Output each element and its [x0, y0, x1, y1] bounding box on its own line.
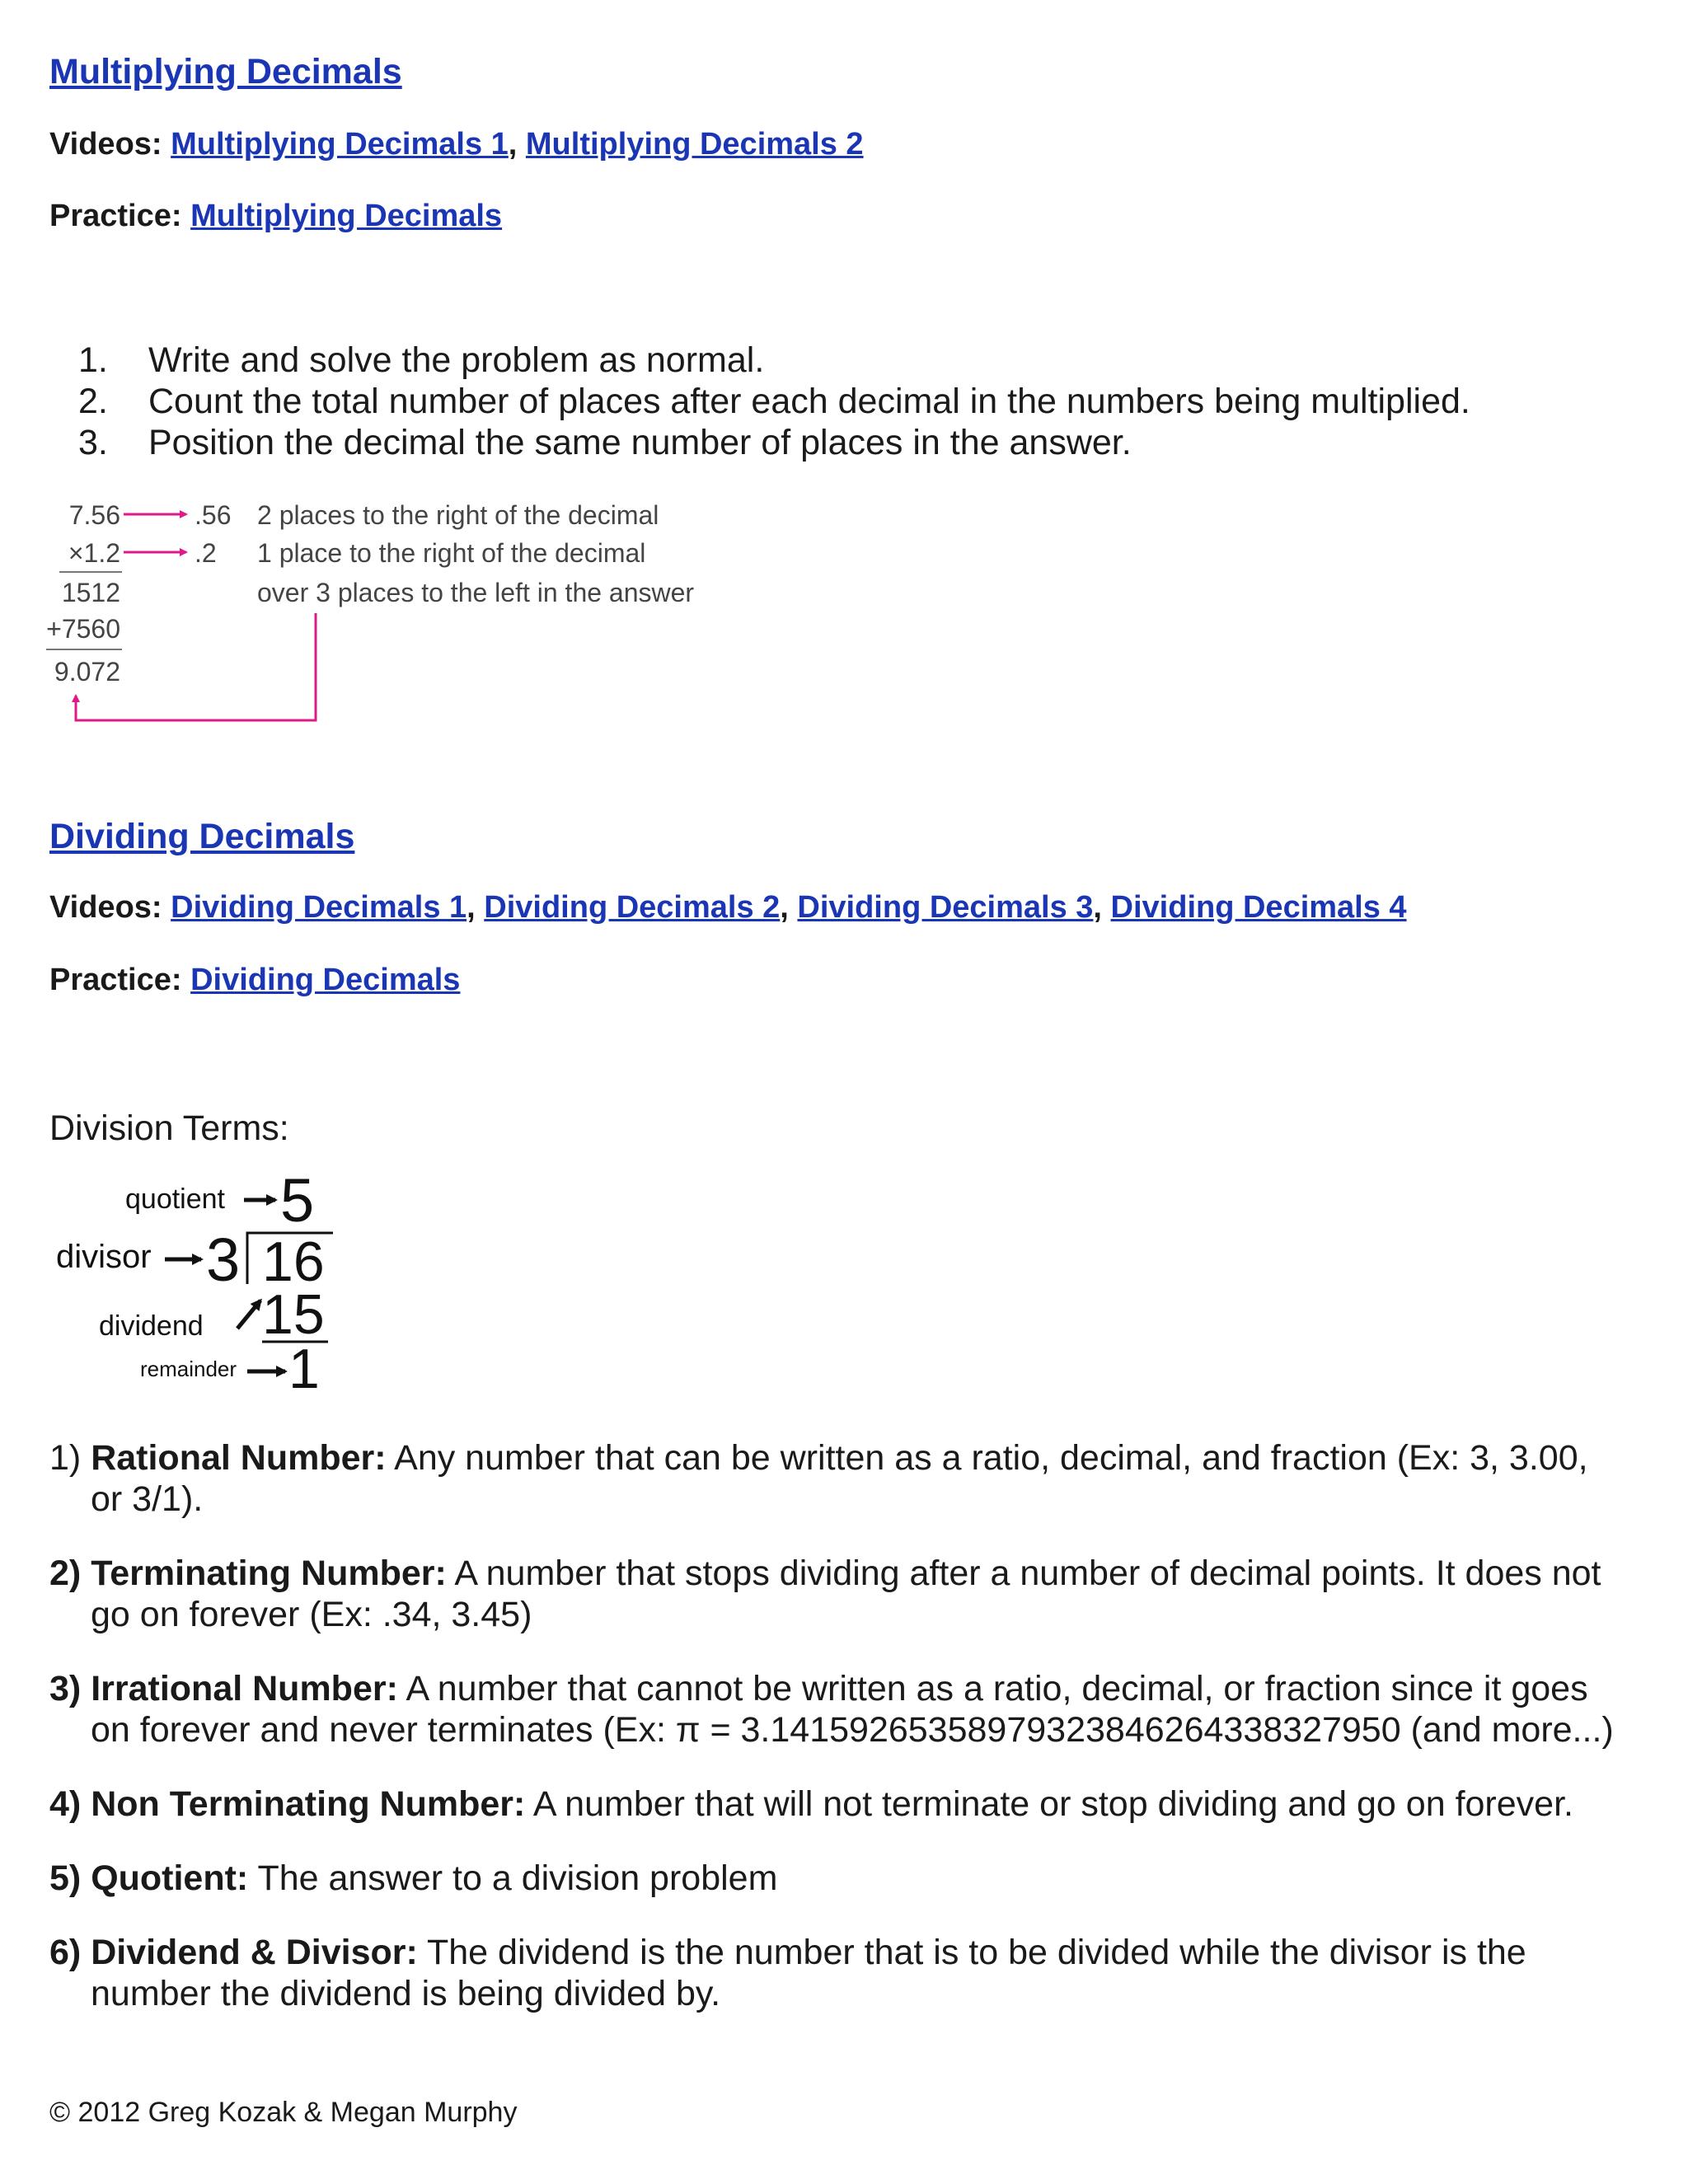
multiplying-decimals-title-link[interactable]: Multiplying Decimals	[49, 52, 402, 91]
step-text: Position the decimal the same number of places in the answer.	[148, 423, 1132, 462]
term-definition: A number that cannot be written as a ratio, decimal, or fraction since it goes	[406, 1669, 1588, 1708]
term-heading: Terminating Number:	[91, 1554, 447, 1593]
term-definition: A number that will not terminate or stop dividing and go on forever.	[532, 1784, 1573, 1824]
dividing-practice-line	[49, 964, 460, 996]
dividing-decimals-title-link[interactable]: Dividing Decimals	[49, 817, 355, 856]
video-link-multiplying-2[interactable]: Multiplying Decimals 2	[525, 127, 864, 162]
quotient-label: quotient	[125, 1183, 225, 1215]
multiplication-example-figure	[0, 486, 695, 733]
list-item	[78, 422, 1470, 463]
term-heading: Irrational Number:	[91, 1669, 398, 1708]
step-text: Write and solve the problem as normal.	[148, 340, 765, 380]
list-item	[78, 340, 1470, 381]
term-definition: A number that stops dividing after a number of decimal points. It does not	[454, 1554, 1601, 1593]
step-number: 2.	[78, 382, 108, 421]
term-heading: Non Terminating Number:	[91, 1784, 526, 1824]
term-definition-continued: or 3/1).	[91, 1479, 204, 1519]
remainder-label: remainder	[140, 1357, 237, 1381]
note-factor2: 1 place to the right of the decimal	[257, 538, 646, 568]
term-dividend-divisor	[49, 1932, 1632, 2014]
term-definition-continued: go on forever (Ex: .34, 3.45)	[91, 1595, 532, 1634]
note-answer: over 3 places to the left in the answer	[257, 578, 695, 607]
term-definition: Any number that can be written as a ratio, decimal, and fraction (Ex: 3, 3.00,	[394, 1438, 1588, 1478]
multiplying-practice-line	[49, 200, 502, 232]
dividend-arrow	[237, 1301, 260, 1329]
term-number: 1)	[49, 1438, 82, 1478]
term-definition: The dividend is the number that is to be divided while the divisor is the	[426, 1933, 1526, 1972]
term-number: 6)	[49, 1933, 82, 1972]
term-definition: The answer to a division problem	[257, 1858, 778, 1898]
practice-label: Practice:	[49, 199, 182, 233]
video-link-dividing-1[interactable]: Dividing Decimals 1	[171, 890, 467, 925]
multiplying-videos-line: Videos: Multiplying Decimals 1, Multiplying Decimals 2	[49, 127, 864, 162]
multiplying-steps-list	[78, 340, 1470, 463]
dividend-label: dividend	[99, 1310, 204, 1342]
factor2: ×1.2	[68, 538, 120, 568]
term-non-terminating-number	[49, 1783, 1632, 1825]
practice-link-multiplying[interactable]: Multiplying Decimals	[190, 199, 503, 233]
video-link-dividing-2[interactable]: Dividing Decimals 2	[484, 890, 781, 925]
note-factor1: 2 places to the right of the decimal	[257, 500, 659, 530]
videos-label: Videos:	[49, 890, 162, 925]
division-terms-diagram	[0, 1166, 379, 1409]
video-link-dividing-4[interactable]: Dividing Decimals 4	[1110, 890, 1407, 925]
term-number: 2)	[49, 1554, 82, 1593]
term-definition-continued: number the dividend is being divided by.	[91, 1974, 721, 2013]
remainder-value: 1	[288, 1338, 320, 1400]
dividing-videos-line: Videos: Dividing Decimals 1, Dividing Decimals 2, Dividing Decimals 3, Dividing Decimals 4	[49, 890, 1407, 925]
list-item	[78, 381, 1470, 422]
division-terms-heading: Division Terms:	[49, 1108, 289, 1148]
practice-label: Practice:	[49, 963, 182, 997]
term-quotient	[49, 1858, 1632, 1899]
term-number: 5)	[49, 1858, 82, 1898]
factor1-decimal-places: .56	[195, 500, 232, 530]
copyright-footer: © 2012 Greg Kozak & Megan Murphy	[49, 2097, 518, 2128]
dividend-value: 16	[262, 1230, 325, 1293]
factor1: 7.56	[68, 500, 120, 530]
product: 9.072	[54, 657, 120, 687]
term-number: 4)	[49, 1784, 82, 1824]
divisor-value: 3	[206, 1226, 241, 1294]
video-link-multiplying-1[interactable]: Multiplying Decimals 1	[171, 127, 509, 162]
term-irrational-number	[49, 1668, 1632, 1750]
term-heading: Quotient:	[91, 1858, 249, 1898]
term-terminating-number	[49, 1553, 1632, 1635]
video-link-dividing-3[interactable]: Dividing Decimals 3	[797, 890, 1094, 925]
term-rational-number	[49, 1437, 1632, 1520]
product-value: 15	[262, 1283, 325, 1346]
videos-label: Videos:	[49, 127, 162, 162]
step-number: 3.	[78, 423, 108, 462]
term-heading: Rational Number:	[91, 1438, 387, 1478]
term-definition-continued: on forever and never terminates (Ex: π = 3.14159265358979323846264338327950 (and more...)	[91, 1710, 1614, 1750]
step-number: 1.	[78, 340, 108, 380]
quotient-value: 5	[280, 1166, 315, 1235]
partial-product-2: +7560	[46, 614, 120, 644]
partial-product-1: 1512	[61, 578, 120, 607]
practice-link-dividing[interactable]: Dividing Decimals	[190, 963, 461, 997]
term-heading: Dividend & Divisor:	[91, 1933, 418, 1972]
factor2-decimal-places: .2	[195, 538, 217, 568]
step-text: Count the total number of places after each decimal in the numbers being multiplied.	[148, 382, 1470, 421]
term-number: 3)	[49, 1669, 82, 1708]
divisor-label: divisor	[56, 1239, 152, 1275]
